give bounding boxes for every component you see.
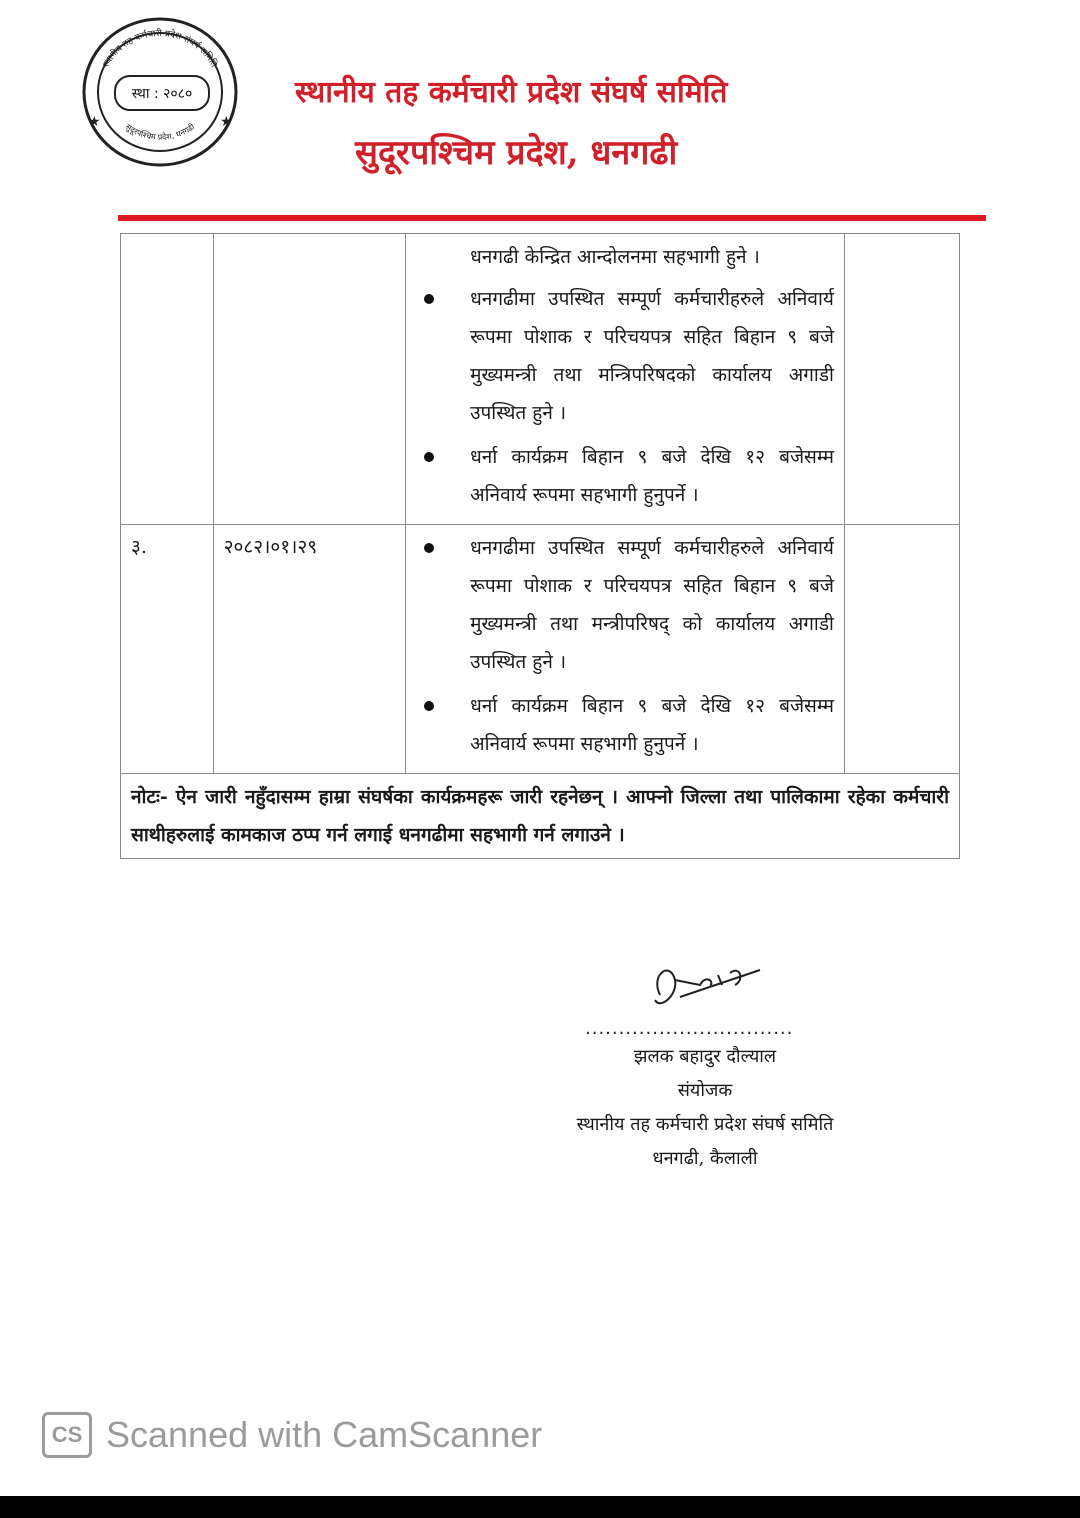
signature-line: ...............................	[585, 1018, 794, 1039]
scanner-watermark	[42, 1412, 542, 1458]
bullet-icon	[424, 543, 434, 553]
serial-cell: ३.	[121, 525, 214, 774]
camscanner-logo-icon: CS	[42, 1412, 92, 1458]
bottom-bar	[0, 1496, 1080, 1518]
list-item	[406, 529, 834, 681]
header-subtitle: सुदूरपश्चिम प्रदेश, धनगढी	[355, 133, 678, 173]
list-item-text: धनगढीमा उपस्थित सम्पूर्ण कर्मचारीहरुले अनिवार्य रूपमा पोशाक र परिचयपत्र सहित बिहान ९ बजे मुख्यमन्त्री तथा मन्त्रिपरिषदको कार्यालय अगाडी उपस्थित हुने ।	[470, 288, 834, 424]
list-item	[406, 438, 834, 514]
signatory-details	[545, 1040, 865, 1176]
table-row	[121, 525, 960, 774]
program-cell	[406, 234, 845, 525]
table-row	[121, 234, 960, 525]
continuation-text: धनगढी केन्द्रित आन्दोलनमा सहभागी हुने ।	[470, 246, 760, 268]
note-row	[121, 774, 960, 859]
remarks-cell	[844, 525, 959, 774]
signatory-organization: स्थानीय तह कर्मचारी प्रदेश संघर्ष समिति	[576, 1114, 834, 1135]
list-item-text: धनगढीमा उपस्थित सम्पूर्ण कर्मचारीहरुले अनिवार्य रूपमा पोशाक र परिचयपत्र सहित बिहान ९ बजे मुख्यमन्त्री तथा मन्त्रीपरिषद् को कार्यालय अगाडी उपस्थित हुने ।	[470, 537, 834, 673]
bullet-list	[406, 529, 834, 763]
seal-star-left-icon: ★	[88, 114, 101, 130]
signatory-location: धनगढी, कैलाली	[652, 1148, 758, 1169]
note-text: नोटः- ऐन जारी नहुँदासम्म हाम्रा संघर्षका कार्यक्रमहरू जारी रहनेछन् । आफ्नो जिल्ला तथा पालिकामा रहेका कर्मचारी साथीहरुलाई कामकाज ठप्प गर्न लगाई धनगढीमा सहभागी गर्न लगाउने ।	[121, 774, 960, 859]
organization-seal	[80, 15, 240, 170]
header-title: स्थानीय तह कर्मचारी प्रदेश संघर्ष समिति	[295, 75, 728, 110]
list-item-text: धर्ना कार्यक्रम बिहान ९ बजे देखि १२ बजेसम्म अनिवार्य रूपमा सहभागी हुनुपर्ने ।	[470, 446, 834, 506]
signatory-designation: संयोजक	[677, 1080, 733, 1101]
seal-ring-top-text: स्थानीय तह कर्मचारी प्रदेश संघर्ष समिति	[101, 28, 219, 70]
list-item	[406, 687, 834, 763]
bullet-icon	[424, 294, 434, 304]
remarks-cell	[844, 234, 959, 525]
program-cell	[406, 525, 845, 774]
seal-center-label: स्था : २०८०	[114, 75, 210, 111]
program-table	[120, 233, 960, 859]
header-divider	[118, 215, 986, 221]
serial-cell	[121, 234, 214, 525]
seal-ring-bottom-text: सुदूरपश्चिम प्रदेश, धनगढी	[123, 122, 197, 142]
seal-star-right-icon: ★	[220, 114, 233, 130]
date-cell	[213, 234, 405, 525]
bullet-list	[406, 280, 834, 514]
signatory-name: झलक बहादुर दौल्याल	[633, 1046, 777, 1067]
bullet-icon	[424, 452, 434, 462]
handwritten-signature	[640, 955, 770, 1015]
list-item-text: धर्ना कार्यक्रम बिहान ९ बजे देखि १२ बजेसम्म अनिवार्य रूपमा सहभागी हुनुपर्ने ।	[470, 695, 834, 755]
watermark-text: Scanned with CamScanner	[106, 1414, 543, 1455]
list-item	[406, 280, 834, 432]
date-cell: २०८२।०१।२९	[213, 525, 405, 774]
bullet-icon	[424, 701, 434, 711]
